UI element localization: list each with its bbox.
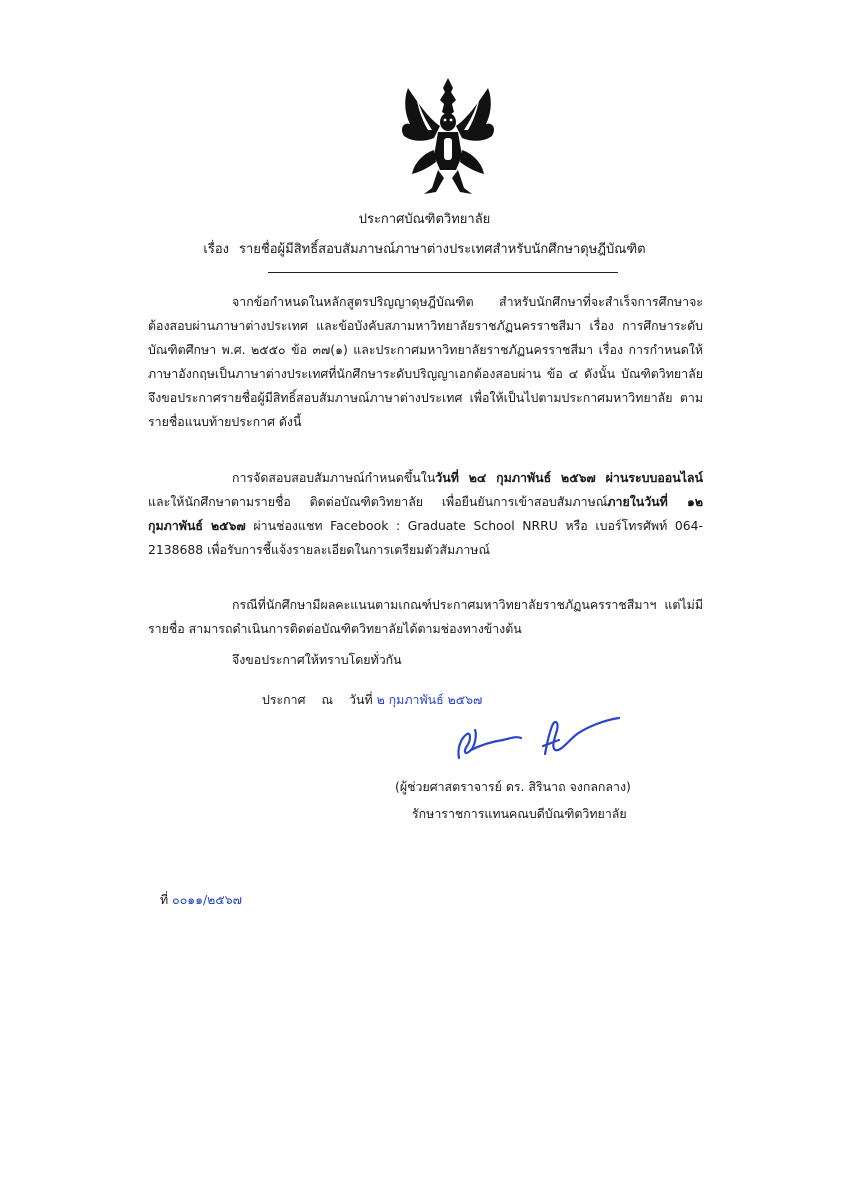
paragraph-2-text-e: ผ่านช่องแชท Facebook : Graduate School NRRU หรือ เบอร์โทรศัพท์ 064-2138688 เพื่อรับการชี้แจ้งรายละเอียดในการเตรียมตัวสัมภาษณ์ [148, 518, 703, 557]
heading-divider [268, 272, 618, 273]
signer-name: (ผู้ช่วยศาสตราจารย์ ดร. สิรินาถ จงกลกลาง) [395, 779, 631, 794]
paragraph-1 [148, 290, 703, 434]
paragraph-1-text: จากข้อกำหนดในหลักสูตรปริญญาดุษฎีบัณฑิต สำหรับนักศึกษาที่จะสำเร็จการศึกษาจะต้องสอบผ่านภาษาต่างประเทศ และข้อบังคับสภามหาวิทยาลัยราชภัฏนครราชสีมา เรื่อง การศึกษาระดับบัณฑิตศึกษา พ.ศ. ๒๕๕๐ ข้อ ๓๗(๑) และประกาศมหาวิทยาลัยราชภัฏนครราชสีมา เรื่อง การกำหนดให้ภาษาอังกฤษเป็นภาษาต่างประเทศที่นักศึกษาระดับปริญญาเอกต้องสอบผ่าน ข้อ ๔ ดังนั้น บัณฑิตวิทยาลัยจึงขอประกาศรายชื่อผู้มีสิทธิ์สอบสัมภาษณ์ภาษาต่างประเทศ เพื่อให้เป็นไปตามประกาศมหาวิทยาลัย ตามรายชื่อแนบท้ายประกาศ ดังนี้ [148, 294, 703, 429]
paragraph-2 [148, 466, 703, 562]
paragraph-2-text-a: การจัดสอบสอบสัมภาษณ์กำหนดขึ้นใน [232, 470, 436, 485]
garuda-emblem-icon [398, 78, 498, 196]
handwritten-signature [445, 710, 625, 770]
date-label: วันที่ [349, 692, 373, 707]
announcement-date-line [262, 691, 482, 710]
announcement-date: ๒ กุมภาพันธ์ ๒๕๖๗ [376, 692, 483, 707]
subject-text: รายชื่อผู้มีสิทธิ์สอบสัมภาษณ์ภาษาต่างประเทศสำหรับนักศึกษาดุษฎีบัณฑิต [239, 242, 646, 257]
subject-line [0, 238, 849, 259]
subject-label: เรื่อง [203, 242, 230, 257]
announced-label: ประกาศ [262, 692, 306, 707]
document-number [160, 891, 242, 910]
paragraph-2-text-c: และให้นักศึกษาตามรายชื่อ ติดต่อบัณฑิตวิทยาลัย เพื่อยืนยันการเข้าสอบสัมภาษณ์ [148, 494, 608, 509]
paragraph-3 [148, 593, 703, 641]
signer-position: รักษาราชการแทนคณบดีบัณฑิตวิทยาลัย [412, 806, 627, 821]
at-label: ณ [321, 692, 334, 707]
closing-line: จึงขอประกาศให้ทราบโดยทั่วกัน [232, 652, 402, 667]
paragraph-3-text: กรณีที่นักศึกษามีผลคะแนนตามเกณฑ์ประกาศมหาวิทยาลัยราชภัฏนครราชสีมาฯ แต่ไม่มีรายชื่อ สามารถดำเนินการติดต่อบัณฑิตวิทยาลัยได้ตามช่องทางข้างต้น [148, 597, 703, 636]
document-number-value: ๐๐๑๑/๒๕๖๗ [172, 892, 242, 907]
confirm-deadline: ภายในวันที่ ๑๒ กุมภาพันธ์ ๒๕๖๗ [148, 494, 703, 533]
issuer-heading: ประกาศบัณฑิตวิทยาลัย [358, 212, 491, 227]
exam-date: วันที่ ๒๔ กุมภาพันธ์ ๒๕๖๗ ผ่านระบบออนไลน์ [435, 470, 703, 485]
document-number-label: ที่ [160, 892, 169, 907]
